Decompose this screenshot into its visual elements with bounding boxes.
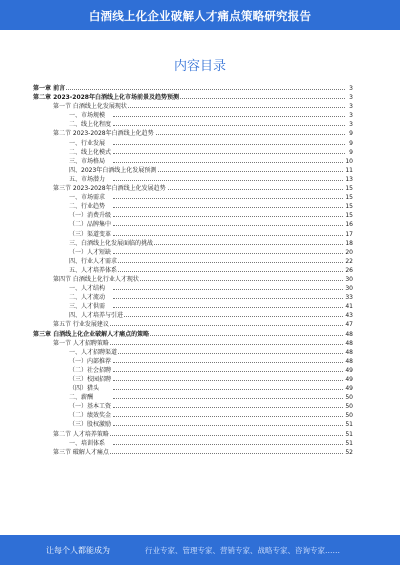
- footer-tagline: 行业专家、管理专家、营销专家、战略专家、咨询专家……: [145, 546, 340, 555]
- toc-entry-page: 13: [345, 175, 353, 183]
- toc-entry[interactable]: [33, 84, 353, 93]
- toc-entry-label: 一、培训体系: [69, 439, 106, 447]
- toc-entry-label: 三、市场格局: [69, 157, 106, 165]
- toc-leader-dots: [113, 298, 345, 299]
- toc-entry[interactable]: [33, 402, 353, 411]
- toc-entry-label: （二）社会招聘: [69, 366, 112, 374]
- toc-entry-label: （三）股权激励: [69, 421, 112, 429]
- toc-entry-label: 四、2023年白酒线上化发展预测: [69, 166, 157, 174]
- toc-entry[interactable]: [33, 393, 353, 402]
- toc-entry-page: 3: [349, 94, 353, 102]
- toc-leader-dots: [113, 362, 345, 363]
- toc-leader-dots: [113, 225, 345, 226]
- toc-entry-page: 52: [345, 448, 353, 456]
- toc-entry[interactable]: [33, 275, 353, 284]
- toc-entry-label: 二、线上化模式: [69, 148, 112, 156]
- toc-entry-page: 26: [345, 266, 353, 274]
- toc-entry[interactable]: [33, 266, 353, 275]
- toc-entry-label: 一、人才结构: [69, 285, 106, 293]
- toc-entry[interactable]: [33, 293, 353, 302]
- toc-entry[interactable]: [33, 430, 353, 439]
- toc-entry-label: 四、行业人才需求: [69, 257, 118, 265]
- toc-entry[interactable]: [33, 366, 353, 375]
- header-bar: [0, 0, 400, 30]
- toc-entry-page: 11: [345, 166, 353, 174]
- toc-leader-dots: [93, 107, 345, 108]
- toc-leader-dots: [113, 407, 345, 408]
- toc-entry-label: 第二节 人才培养策略: [53, 430, 109, 438]
- toc-entry-label: （三）渠道变革: [69, 230, 112, 238]
- toc-entry-label: 一、市场规模: [69, 112, 106, 120]
- toc-leader-dots: [93, 344, 345, 345]
- toc-entry-label: 二、行业趋势: [69, 203, 106, 211]
- toc-entry-label: 第三章 白酒线上化企业破解人才痛点的策略: [33, 330, 150, 338]
- report-title: 白酒线上化企业破解人才痛点策略研究报告: [88, 9, 312, 23]
- toc-entry[interactable]: [33, 339, 353, 348]
- toc-leader-dots: [113, 216, 345, 217]
- toc-entry-label: 四、人才培养与引进: [69, 312, 124, 320]
- toc-leader-dots: [113, 153, 345, 154]
- toc-leader-dots: [113, 380, 345, 381]
- toc-leader-dots: [113, 180, 345, 181]
- toc-entry-label: 第二节 2023-2028年白酒线上化趋势: [53, 130, 154, 138]
- toc-entry-label: 第三节 破解人才痛点: [53, 448, 109, 456]
- toc-entry[interactable]: [33, 93, 353, 102]
- toc-entry[interactable]: [33, 384, 353, 393]
- toc-entry-page: 9: [349, 148, 353, 156]
- footer-bar: [0, 535, 400, 565]
- toc-entry[interactable]: [33, 157, 353, 166]
- toc-entry-page: 41: [345, 303, 353, 311]
- toc-entry[interactable]: [33, 220, 353, 229]
- toc-entry-page: 15: [345, 203, 353, 211]
- toc-entry-label: 二、人才流动: [69, 294, 106, 302]
- toc-entry-page: 48: [345, 348, 353, 356]
- toc-entry[interactable]: [33, 166, 353, 175]
- toc-entry[interactable]: [33, 193, 353, 202]
- toc-entry-page: 3: [349, 85, 353, 92]
- footer-slogan: 让每个人都能成为: [46, 546, 110, 555]
- toc-entry-label: 第一章 前言: [33, 85, 66, 92]
- toc-entry[interactable]: [33, 411, 353, 420]
- toc-entry[interactable]: [33, 102, 353, 111]
- toc-leader-dots: [113, 253, 345, 254]
- toc-entry-page: 48: [345, 357, 353, 365]
- toc-entry-label: （二）绩效奖金: [69, 412, 112, 420]
- toc-leader-dots: [113, 289, 345, 290]
- toc-entry-page: 51: [345, 430, 353, 438]
- toc-entry[interactable]: [33, 420, 353, 429]
- toc-entry-label: 二、薪酬: [69, 394, 94, 402]
- toc-entry-label: 五、市场潜力: [69, 175, 106, 183]
- toc-entry-page: 43: [345, 312, 353, 320]
- toc-entry[interactable]: [33, 330, 353, 339]
- toc-entry-page: 33: [345, 294, 353, 302]
- toc-entry[interactable]: [33, 375, 353, 384]
- toc-entry-label: 第四节 白酒线上化行业人才现状: [53, 275, 139, 283]
- toc-entry-label: 第一节 白酒线上化发展现状: [53, 103, 127, 111]
- toc-leader-dots: [113, 271, 345, 272]
- toc-leader-dots: [113, 425, 345, 426]
- toc-entry-label: （一）消费升级: [69, 212, 112, 220]
- toc-leader-dots: [113, 416, 345, 417]
- toc-entry-label: 第五节 行业发展建议: [53, 321, 109, 329]
- toc-entry[interactable]: [33, 129, 353, 138]
- toc-leader-dots: [113, 198, 345, 199]
- toc-entry-page: 50: [345, 412, 353, 420]
- toc-entry[interactable]: [33, 239, 353, 248]
- toc-entry-page: 9: [349, 130, 353, 138]
- toc-leader-dots: [113, 389, 345, 390]
- toc-entry-page: 50: [345, 394, 353, 402]
- toc-entry[interactable]: [33, 448, 353, 457]
- toc-entry-page: 3: [349, 103, 353, 111]
- toc-entry[interactable]: [33, 257, 353, 266]
- toc-entry[interactable]: [33, 139, 353, 148]
- toc-entry[interactable]: [33, 211, 353, 220]
- toc-entry-page: 17: [345, 230, 353, 238]
- toc-entry-label: （一）人才短缺: [69, 248, 112, 256]
- toc-leader-dots: [113, 316, 345, 317]
- toc-entry-page: 30: [345, 285, 353, 293]
- toc-leader-dots: [113, 125, 345, 126]
- toc-entry[interactable]: [33, 148, 353, 157]
- toc-entry[interactable]: [33, 311, 353, 320]
- toc-entry-label: 第二章 2023-2028年白酒线上化市场前景及趋势预测: [33, 94, 179, 102]
- toc-heading: 内容目录: [173, 59, 226, 74]
- toc-entry-label: （二）品牌集中: [69, 221, 112, 229]
- toc-entry-label: （四）猎头: [69, 385, 100, 393]
- toc-entry-label: 五、人才培养体系: [69, 266, 118, 274]
- toc-entry[interactable]: [33, 120, 353, 129]
- toc-entry-page: 10: [345, 157, 353, 165]
- toc-entry[interactable]: [33, 348, 353, 357]
- toc-entry[interactable]: [33, 202, 353, 211]
- toc-leader-dots: [113, 353, 345, 354]
- toc-leader-dots: [63, 89, 345, 90]
- table-of-contents: [33, 84, 353, 457]
- toc-entry-label: 一、行业发展: [69, 139, 106, 147]
- toc-entry-page: 48: [345, 330, 353, 338]
- toc-entry-page: 49: [345, 366, 353, 374]
- toc-leader-dots: [113, 144, 345, 145]
- toc-entry-page: 15: [345, 194, 353, 202]
- toc-entry-page: 51: [345, 421, 353, 429]
- toc-entry-label: 二、线上化程度: [69, 121, 112, 129]
- toc-leader-dots: [113, 116, 345, 117]
- toc-entry-page: 15: [345, 185, 353, 193]
- toc-leader-dots: [113, 262, 345, 263]
- toc-leader-dots: [93, 435, 345, 436]
- toc-entry[interactable]: [33, 111, 353, 120]
- toc-entry[interactable]: [33, 357, 353, 366]
- toc-entry-page: 51: [345, 439, 353, 447]
- toc-entry[interactable]: [33, 184, 353, 193]
- toc-entry[interactable]: [33, 230, 353, 239]
- toc-leader-dots: [113, 398, 345, 399]
- toc-entry[interactable]: [33, 302, 353, 311]
- toc-entry-page: 22: [345, 257, 353, 265]
- toc-leader-dots: [113, 207, 345, 208]
- toc-entry-page: 18: [345, 239, 353, 247]
- toc-entry[interactable]: [33, 248, 353, 257]
- toc-entry[interactable]: [33, 439, 353, 448]
- toc-entry[interactable]: [33, 284, 353, 293]
- toc-leader-dots: [93, 453, 345, 454]
- toc-entry-label: （三）校园招聘: [69, 376, 112, 383]
- toc-entry-label: 一、市场需求: [69, 194, 106, 202]
- toc-entry-label: 三、人才供需: [69, 303, 106, 311]
- toc-leader-dots: [93, 325, 345, 326]
- toc-entry-page: 48: [345, 339, 353, 347]
- toc-entry[interactable]: [33, 320, 353, 329]
- toc-leader-dots: [113, 162, 345, 163]
- toc-entry-label: （一）内部推荐: [69, 357, 112, 365]
- toc-entry-page: 15: [345, 212, 353, 220]
- toc-leader-dots: [113, 307, 345, 308]
- toc-entry-label: 第一节 人才招聘策略: [53, 339, 109, 347]
- toc-entry-page: 49: [345, 376, 353, 383]
- toc-entry-label: 一、人才招聘渠道: [69, 348, 118, 356]
- toc-entry-label: 第三节 2023-2028年白酒线上化发展趋势: [53, 185, 166, 193]
- toc-entry-page: 16: [345, 221, 353, 229]
- toc-entry-page: 47: [345, 321, 353, 329]
- toc-entry-page: 50: [345, 403, 353, 411]
- toc-leader-dots: [113, 371, 345, 372]
- toc-entry-page: 3: [349, 121, 353, 129]
- toc-entry-page: 9: [349, 139, 353, 147]
- toc-entry-label: （一）基本工资: [69, 403, 112, 411]
- toc-entry-page: 30: [345, 275, 353, 283]
- toc-entry-page: 49: [345, 385, 353, 393]
- toc-entry-page: 3: [349, 112, 353, 120]
- toc-leader-dots: [113, 235, 345, 236]
- toc-entry-page: 20: [345, 248, 353, 256]
- toc-entry[interactable]: [33, 175, 353, 184]
- toc-entry-label: 三、白酒线上化发展面临的挑战: [69, 239, 154, 247]
- toc-leader-dots: [113, 444, 345, 445]
